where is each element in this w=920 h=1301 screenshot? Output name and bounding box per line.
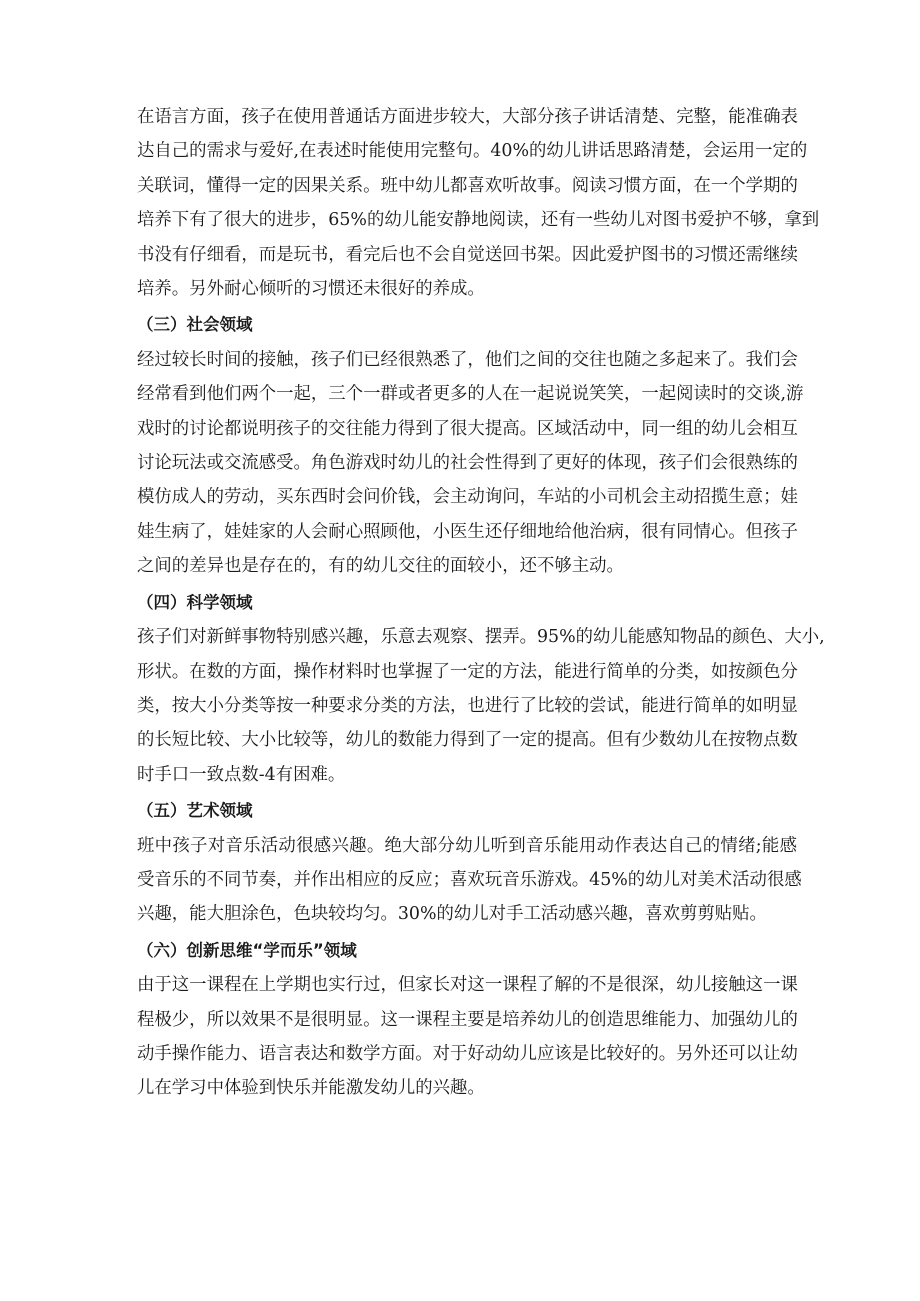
text-line: 程极少，所以效果不是很明显。这一课程主要是培养幼儿的创造思维能力、加强幼儿的 — [137, 1009, 798, 1030]
text-line: 戏时的讨论都说明孩子的交往能力得到了很大提高。区域活动中，同一组的幼儿会相互 — [137, 418, 798, 439]
heading-innovation: （六）创新思维“学而乐”领域 — [137, 940, 357, 960]
text-line: 培养。另外耐心倾听的习惯还未很好的养成。 — [137, 279, 485, 300]
paragraph-art — [137, 829, 802, 932]
text-line: 培养下有了很大的进步，65%的幼儿能安静地阅读，还有一些幼儿对图书爱护不够，拿到 — [137, 210, 820, 231]
paragraph-science — [137, 620, 825, 792]
text-line: 经过较长时间的接触，孩子们已经很熟悉了，他们之间的交往也随之多起来了。我们会 — [137, 349, 798, 370]
text-line: 形状。在数的方面，操作材料时也掌握了一定的方法，能进行简单的分类，如按颜色分 — [137, 661, 798, 682]
text-line: 受音乐的不同节奏，并作出相应的反应；喜欢玩音乐游戏。45%的幼儿对美术活动很感 — [137, 869, 802, 890]
text-line: 达自己的需求与爱好,在表述时能使用完整句。40%的幼儿讲话思路清楚，会运用一定的 — [137, 141, 808, 162]
text-line: 的长短比较、大小比较等，幼儿的数能力得到了一定的提高。但有少数幼儿在按物点数 — [137, 730, 798, 751]
text-line: 经常看到他们两个一起，三个一群或者更多的人在一起说说笑笑，一起阅读时的交谈,游 — [137, 384, 804, 405]
text-line: 关联词，懂得一定的因果关系。班中幼儿都喜欢听故事。阅读习惯方面，在一个学期的 — [137, 175, 798, 196]
heading-science: （四）科学领域 — [137, 592, 253, 612]
document-page — [137, 100, 825, 1106]
text-line: 之间的差异也是存在的，有的幼儿交往的面较小，还不够主动。 — [137, 556, 624, 577]
heading-social: （三）社会领域 — [137, 315, 253, 335]
text-line: 孩子们对新鲜事物特别感兴趣，乐意去观察、摆弄。95%的幼儿能感知物品的颜色、大小, — [137, 627, 825, 648]
text-line: 儿在学习中体验到快乐并能激发幼儿的兴趣。 — [137, 1078, 485, 1099]
text-line: 模仿成人的劳动，买东西时会问价钱，会主动询问，车站的小司机会主动招揽生意；娃 — [137, 487, 798, 508]
text-line: 班中孩子对音乐活动很感兴趣。绝大部分幼儿听到音乐能用动作表达自己的情绪;能感 — [137, 835, 797, 856]
text-line: 在语言方面，孩子在使用普通话方面进步较大，大部分孩子讲话清楚、完整，能准确表 — [137, 107, 798, 127]
paragraph-innovation — [137, 968, 797, 1106]
paragraph-language — [137, 100, 820, 306]
text-line: 动手操作能力、语言表达和数学方面。对于好动幼儿应该是比较好的。另外还可以让幼 — [137, 1043, 798, 1064]
text-line: 由于这一课程在上学期也实行过，但家长对这一课程了解的不是很深，幼儿接触这一课 — [137, 975, 798, 996]
text-line: 兴趣，能大胆涂色，色块较均匀。30%的幼儿对手工活动感兴趣，喜欢剪剪贴贴。 — [137, 904, 767, 925]
text-line: 讨论玩法或交流感受。角色游戏时幼儿的社会性得到了更好的体现，孩子们会很熟练的 — [137, 453, 798, 474]
heading-art: （五）艺术领域 — [137, 801, 253, 821]
text-line: 书没有仔细看，而是玩书，看完后也不会自觉送回书架。因此爱护图书的习惯还需继续 — [137, 244, 798, 265]
paragraph-social — [137, 343, 804, 584]
text-line: 娃生病了，娃娃家的人会耐心照顾他，小医生还仔细地给他治病，很有同情心。但孩子 — [137, 521, 798, 542]
text-line: 时手口一致点数-4有困难。 — [137, 764, 346, 785]
text-line: 类，按大小分类等按一种要求分类的方法，也进行了比较的尝试，能进行简单的如明显 — [137, 695, 798, 716]
